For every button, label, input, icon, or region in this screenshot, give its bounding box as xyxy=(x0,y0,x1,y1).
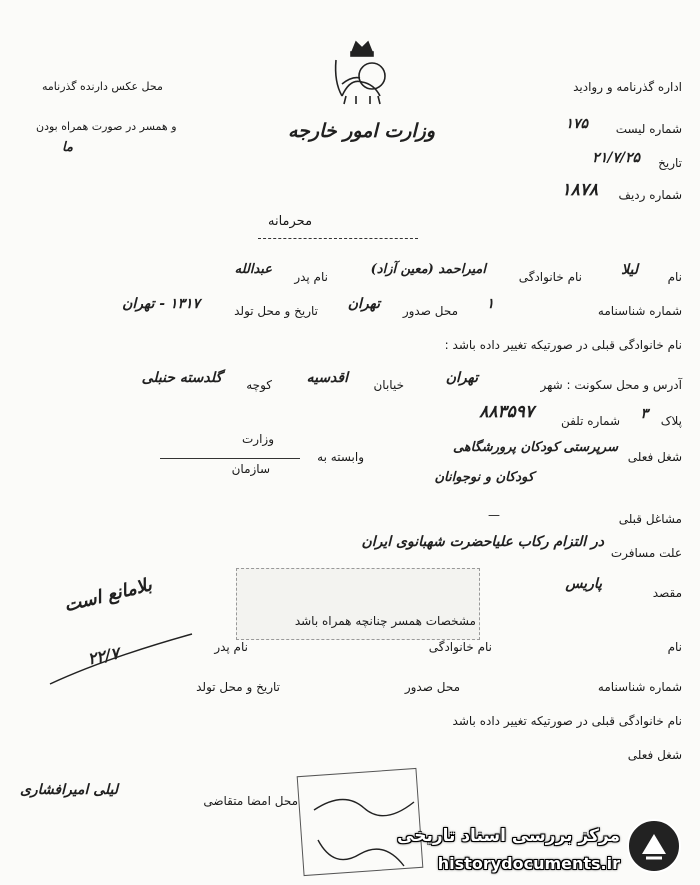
row-label: شماره ردیف xyxy=(618,188,682,202)
watermark-line-1: مرکز بررسی اسناد تاریخی xyxy=(397,826,620,846)
spouse-issue-label: محل صدور xyxy=(404,680,460,694)
organization-word: سازمان xyxy=(231,462,270,476)
spouse-name-label: نام xyxy=(667,640,682,654)
ministry-title: وزارت امور خارجه xyxy=(288,120,436,142)
photo-mark: ما xyxy=(62,140,73,155)
spouse-birth-label: تاریخ و محل تولد xyxy=(196,680,280,694)
confidential-underline xyxy=(258,238,418,239)
travel-label: علت مسافرت xyxy=(610,546,682,560)
photo-note-2: و همسر در صورت همراه بودن xyxy=(36,120,177,133)
family-label: نام خانوادگی xyxy=(518,270,582,284)
plaque-label: پلاک xyxy=(660,414,682,428)
list-no-label: شماره لیست xyxy=(615,122,682,136)
job-label: شغل فعلی xyxy=(627,450,682,464)
spouse-prev-family-label: نام خانوادگی قبلی در صورتیکه تغییر داده باشد xyxy=(452,714,682,728)
destination-label: مقصد xyxy=(652,586,682,600)
street-value: اقدسیه xyxy=(306,370,348,386)
row-value: ۱۸۷۸ xyxy=(561,180,598,200)
issue-value: تهران xyxy=(347,296,380,312)
address-label: آدرس و محل سکونت : شهر xyxy=(540,378,682,392)
ministry-word: وزارت xyxy=(241,432,274,446)
margin-note-stroke xyxy=(46,630,196,690)
phone-label: شماره تلفن xyxy=(560,414,620,428)
spouse-family-label: نام خانوادگی xyxy=(428,640,492,654)
id-value: ۱ xyxy=(486,296,494,312)
affiliation-line xyxy=(160,458,300,459)
margin-date: ۲۲/۷ xyxy=(86,643,121,669)
applicant-signature: لیلی امیرافشاری xyxy=(19,782,118,798)
spouse-id-label: شماره شناسنامه xyxy=(597,680,682,694)
family-value: امیراحمد (معین آزاد) xyxy=(370,262,486,277)
date-label: تاریخ xyxy=(658,156,682,170)
confidential-label: محرمانه xyxy=(268,214,313,229)
photo-note-1: محل عکس دارنده گذرنامه xyxy=(42,80,163,93)
office-line: اداره گذرنامه و روادید xyxy=(573,80,682,94)
prev-jobs-label: مشاغل قبلی xyxy=(618,512,682,526)
alley-value: گلدسته حنبلی xyxy=(141,370,222,386)
father-value: عبدالله xyxy=(234,262,272,277)
issue-label: محل صدور xyxy=(402,304,458,318)
address-city: تهران xyxy=(445,370,478,386)
street-label: خیابان xyxy=(373,378,404,392)
list-no-value: ۱۷۵ xyxy=(565,116,588,132)
name-label: نام xyxy=(667,270,682,284)
spouse-job-label: شغل فعلی xyxy=(627,748,682,762)
prev-family-label: نام خانوادگی قبلی در صورتیکه تغییر داده باشد : xyxy=(444,338,682,352)
destination-value: پاریس xyxy=(565,576,602,592)
birth-label: تاریخ و محل تولد xyxy=(234,304,318,318)
archive-logo-icon xyxy=(626,818,682,874)
margin-note: بلامانع است xyxy=(62,574,154,617)
spouse-father-label: نام پدر xyxy=(214,640,248,654)
father-label: نام پدر xyxy=(294,270,328,284)
affiliation-label: وابسته به xyxy=(317,450,364,464)
phone-value: ۸۸۳۵۹۷ xyxy=(479,402,534,422)
job-value: سرپرستی کودکان پرورشگاهی xyxy=(452,440,618,455)
id-label: شماره شناسنامه xyxy=(597,304,682,318)
travel-value: در التزام رکاب علیاحضرت شهبانوی ایران xyxy=(361,534,604,550)
name-value: لیلا xyxy=(621,262,638,278)
birth-value: ۱۳۱۷ - تهران xyxy=(122,296,200,312)
sign-label: محل امضا متقاضی xyxy=(203,794,298,808)
job-value-2: کودکان و نوجوانان xyxy=(434,470,534,485)
date-value: ۲۱/۷/۲۵ xyxy=(592,150,640,166)
plaque-value: ۳ xyxy=(640,406,648,422)
watermark-line-2: historydocuments.ir xyxy=(437,854,620,873)
spouse-heading: مشخصات همسر چنانچه همراه باشد xyxy=(294,614,476,628)
prev-jobs-value: — xyxy=(488,508,500,522)
taped-paper-strip xyxy=(236,568,480,640)
lion-and-sun-emblem xyxy=(322,38,402,108)
alley-label: کوچه xyxy=(246,378,272,392)
